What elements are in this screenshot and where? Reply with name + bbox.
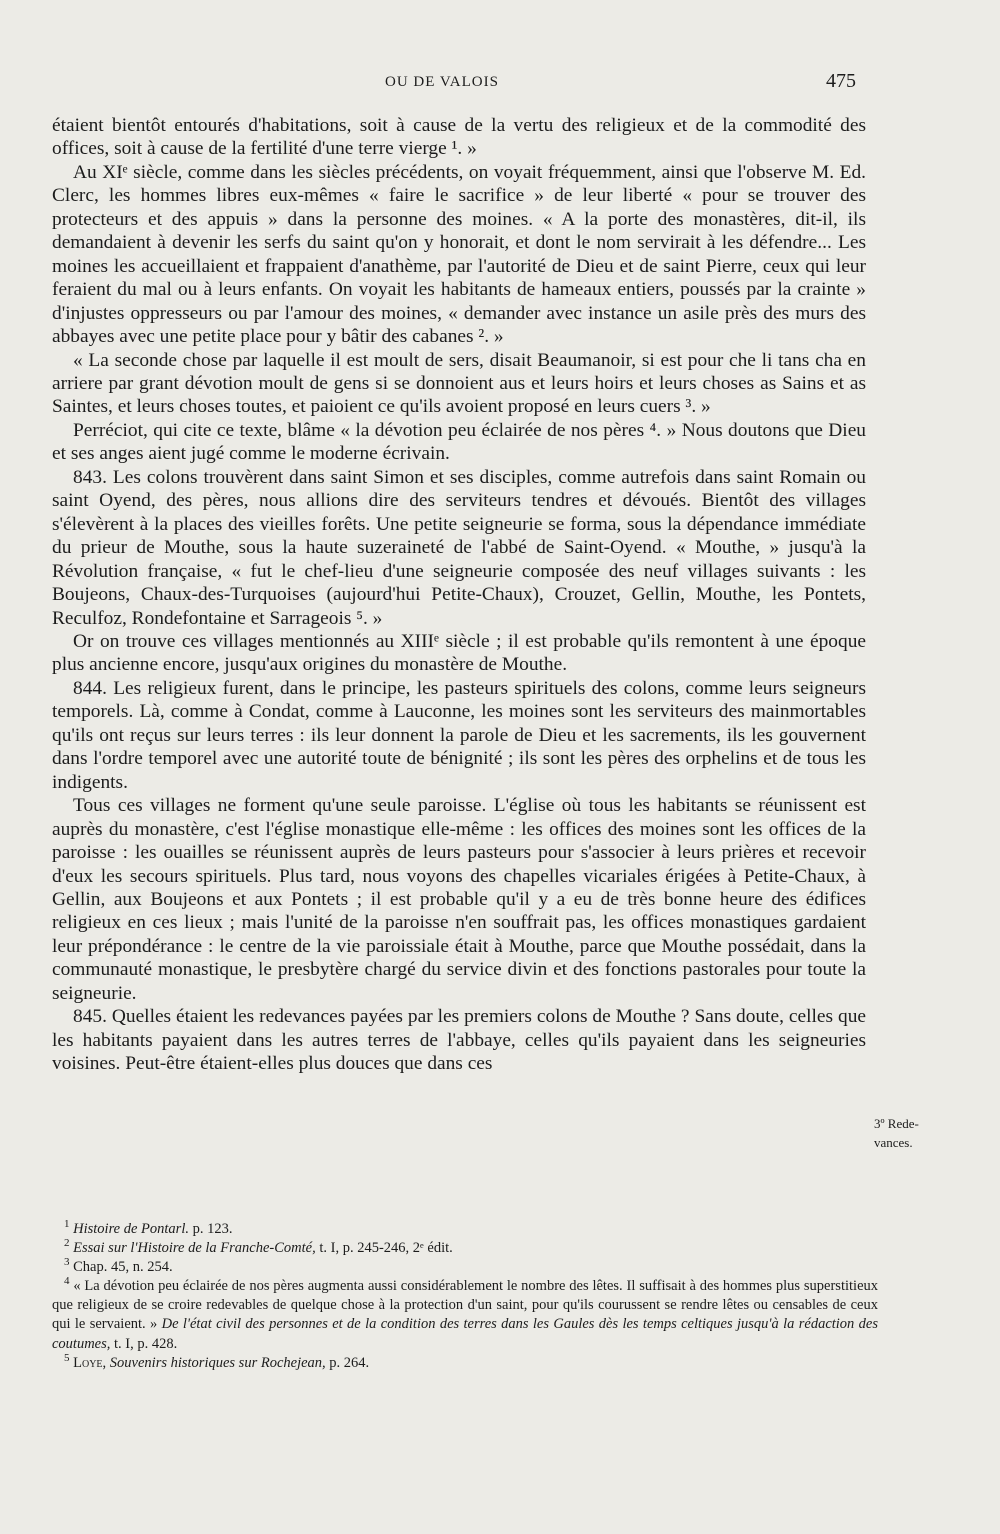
footnote-text: p. 123. xyxy=(188,1221,233,1237)
footnote-1 xyxy=(52,1220,878,1239)
footnote-number: 3 xyxy=(64,1256,70,1269)
footnote-title: Histoire de Pontarl. xyxy=(73,1221,189,1237)
footnote-author: Loye, xyxy=(73,1354,107,1371)
paragraph-845: 845. Quelles étaient les redevances payées par les premiers colons de Mouthe ? Sans doute, celles que les habitants payaient dans les autres terres de l'abbaye, celles qu'ils payaient dans les seigneuries voisines. Peut-être étaient-elles plus douces que dans ces xyxy=(52,1006,866,1075)
footnote-4 xyxy=(52,1277,878,1353)
margin-note-line: 3º Rede- xyxy=(874,1116,919,1131)
footnote-number: 5 xyxy=(64,1351,70,1364)
page-number: 475 xyxy=(826,70,856,92)
page-header xyxy=(0,70,1000,98)
footnote-number: 1 xyxy=(64,1218,70,1230)
main-text xyxy=(52,114,866,1076)
paragraph: « La seconde chose par laquelle il est moult de sers, disait Beaumanoir, si est pour che li tans cha en arriere par grant dévotion moult de gens si se donnoient aus et leurs hoirs et leurs choses as Sains et as Saintes, et leurs choses toutes, et paioient ce qu'ils avoient proposé en leurs cuers ³. » xyxy=(52,349,866,418)
paragraph: Tous ces villages ne forment qu'une seule paroisse. L'église où tous les habitants se réunissent est auprès du monastère, c'est l'église monastique elle-même : les offices des moines sont les offices de la paroisse : les ouailles se réunissent auprès de leurs pasteurs pour s'associer à leurs prières et recevoir d'eux les secours spirituels. Plus tard, nous voyons des chapelles vicariales érigées à Petite-Chaux, à Gellin, aux Boujeons et aux Pontets ; il est probable qu'il y a eu de très bonne heure des édifices religieux en ces lieux ; mais l'unité de la paroisse n'en souffrait pas, les offices monastiques gardaient leur prépondérance : le centre de la vie paroissiale était à Mouthe, parce que Mouthe possédait, dans la communauté monastique, le presbytère chargé du service divin et des fonctions pastorales pour toute la seigneurie. xyxy=(52,795,866,1004)
footnote-text: Chap. 45, n. 254. xyxy=(73,1259,173,1276)
footnotes xyxy=(52,1220,878,1373)
paragraph-844: 844. Les religieux furent, dans le principe, les pasteurs spirituels des colons, comme leurs seigneurs temporels. Là, comme à Condat, comme à Lauconne, les moines sont les serviteurs des mainmortables qu'ils ont reçus sur leurs terres : ils leur donnent la parole de Dieu et les sacrements, ils les gouvernent dans l'ordre temporel avec une autorité toute de bénignité ; ils sont les pères des orphelins et de tous les indigents. xyxy=(52,677,866,793)
footnote-text: p. 264. xyxy=(325,1354,370,1371)
footnote-text: t. I, p. 245-246, 2ᵉ édit. xyxy=(315,1240,453,1257)
paragraph: Au XIᵉ siècle, comme dans les siècles précédents, on voyait fréquemment, ainsi que l'observe M. Ed. Clerc, les hommes libres eux-mêmes « faire le sacrifice » de leur liberté « pour se trouver des protecteurs et des appuis » dans la personne des moines. « A la porte des monastères, dit-il, ils demandaient à devenir les serfs du saint qu'on y honorait, et dont le nom servirait à les défendre... Les moines les accueillaient et frappaient d'anathème, par l'autorité de Dieu et de saint Pierre, ceux qui leur feraient du mal ou à leurs enfants. On voyait les habitants de hameaux entiers, poussés par la crainte » d'injustes oppresseurs ou par l'amour des moines, « demander avec instance un asile près des murs des abbayes avec une petite place pour y bâtir des cabanes ². » xyxy=(52,161,866,348)
footnote-3 xyxy=(52,1258,878,1277)
footnote-text: « La dévotion peu éclairée de nos pères augmenta aussi considérablement le nombre des lêtes. Il suffisait à des hommes plus superstitieux que religieux de se croire redevables de quelque chose à la protection d'un saint, pour qu'ils courussent se rendre lêtes ou censables de ceux qui le servaient. » xyxy=(52,1278,878,1333)
footnote-5 xyxy=(52,1351,878,1373)
margin-note xyxy=(874,1114,964,1152)
footnote-title: Souvenirs historiques sur Rochejean, xyxy=(106,1354,326,1371)
paragraph: étaient bientôt entourés d'habitations, soit à cause de la vertu des religieux et de la commodité des offices, soit à cause de la fertilité d'une terre vierge ¹. » xyxy=(52,115,866,160)
footnote-title: De l'état civil des personnes et de la condition des terres dans les Gaules dès les temps celtiques jusqu'à la rédaction des coutumes, xyxy=(52,1316,878,1352)
footnote-title: Essai sur l'Histoire de la Franche-Comté, xyxy=(73,1240,316,1257)
footnote-text: t. I, p. 428. xyxy=(110,1335,178,1352)
margin-note-line: vances. xyxy=(874,1135,913,1150)
footnote-number: 4 xyxy=(64,1275,70,1288)
paragraph-843: 843. Les colons trouvèrent dans saint Simon et ses disciples, comme autrefois dans saint Romain ou saint Oyend, des pères, nous allions dire des serviteurs tendres et dévoués. Bientôt des villages s'élevèrent à la places des vieilles forêts. Une petite seigneurie se forma, sous la dépendance immédiate du prieur de Mouthe, sous la haute suzeraineté de l'abbé de Saint-Oyend. « Mouthe, » jusqu'à la Révolution française, « fut le chef-lieu d'une seigneurie composée des neuf villages suivants : les Boujeons, Chaux-des-Turquoises (aujourd'hui Petite-Chaux), Crouzet, Gellin, Mouthe, les Pontets, Reculfoz, Rondefontaine et Sarrageois ⁵. » xyxy=(52,466,866,629)
footnote-2 xyxy=(52,1239,878,1258)
paragraph: Perréciot, qui cite ce texte, blâme « la dévotion peu éclairée de nos pères ⁴. » Nous doutons que Dieu et ses anges aient jugé comme le moderne écrivain. xyxy=(52,419,866,465)
footnote-number: 2 xyxy=(64,1237,70,1250)
paragraph: Or on trouve ces villages mentionnés au XIIIᵉ siècle ; il est probable qu'ils remontent à une époque plus ancienne encore, jusqu'aux origines du monastère de Mouthe. xyxy=(52,630,866,676)
running-title: OU DE VALOIS xyxy=(385,74,499,90)
